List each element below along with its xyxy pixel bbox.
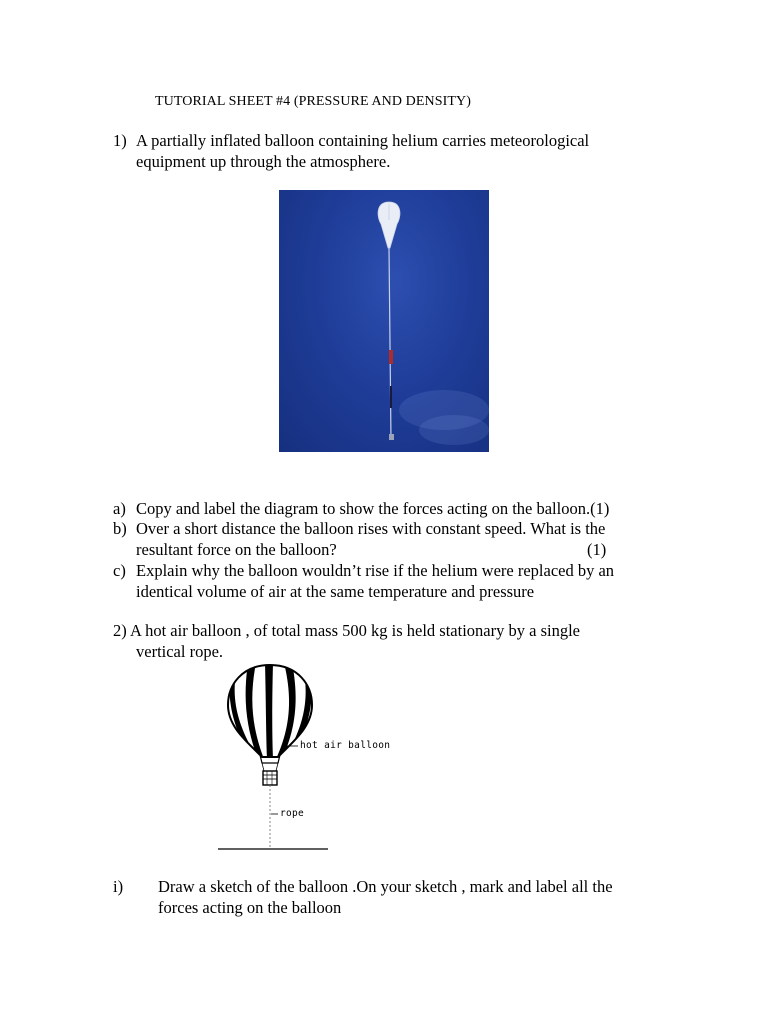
sheet-title: TUTORIAL SHEET #4 (PRESSURE AND DENSITY) [155,94,472,109]
part-c-marker: c) [113,561,126,580]
part-b-line2: resultant force on the balloon? [136,540,337,559]
label-hot-air-balloon: hot air balloon [300,740,391,751]
part-a-line1: Copy and label the diagram to show the forces acting on the balloon.(1) [136,499,610,518]
q1-line1: A partially inflated balloon containing helium carries meteorological [136,131,590,150]
q1-line2: equipment up through the atmosphere. [136,152,391,171]
part-i-marker: i) [113,877,124,896]
part-c-line1: Explain why the balloon wouldn’t rise if the helium were replaced by an [136,561,615,580]
weather-balloon-photo [279,190,489,452]
part-b-line1: Over a short distance the balloon rises with constant speed. What is the [136,519,606,538]
q2-line1: 2) A hot air balloon , of total mass 500 kg is held stationary by a single [113,621,580,640]
hot-air-balloon-icon [218,663,418,853]
part-b-mark: (1) [587,540,607,559]
hot-air-balloon-diagram [218,663,418,853]
q1-number: 1) [113,131,127,150]
q2-line2: vertical rope. [136,642,224,661]
part-i-line2: forces acting on the balloon [158,898,342,917]
label-rope: rope [280,808,305,819]
part-a-marker: a) [113,499,126,518]
part-c-line2: identical volume of air at the same temperature and pressure [136,582,535,601]
part-b-marker: b) [113,519,127,538]
part-i-line1: Draw a sketch of the balloon .On your sketch , mark and label all the [158,877,613,896]
balloon-icon [279,190,489,452]
